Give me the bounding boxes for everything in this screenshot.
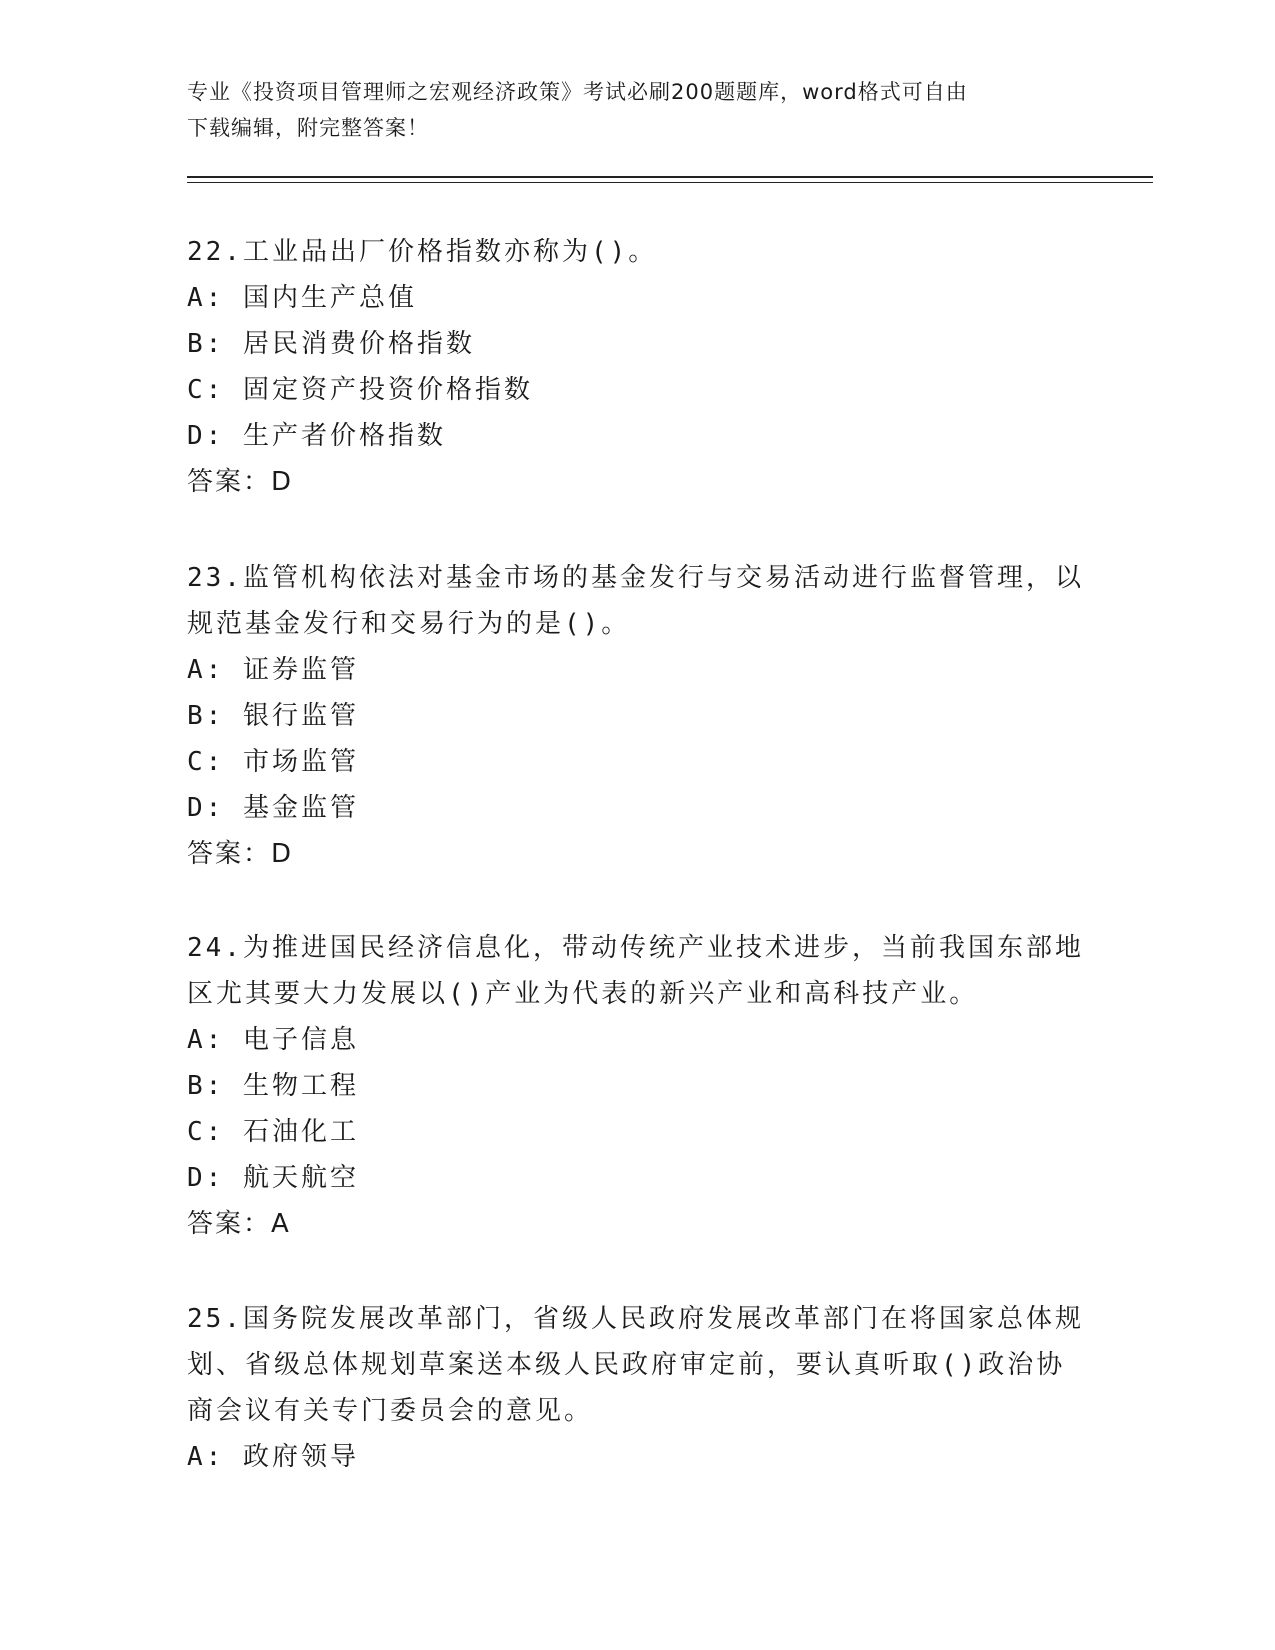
- option-c: C: 石油化工: [187, 1117, 359, 1147]
- question-stem-line: 商会议有关专门委员会的意见。: [187, 1396, 594, 1426]
- header-line-1: 专业《投资项目管理师之宏观经济政策》考试必刷200题题库，word格式可自由: [187, 80, 968, 104]
- question-stem-line: 25.国务院发展改革部门，省级人民政府发展改革部门在将国家总体规: [187, 1304, 1084, 1334]
- question-22: [187, 229, 1087, 505]
- header-divider-thin: [187, 182, 1153, 183]
- option-a: A: 电子信息: [187, 1025, 359, 1055]
- option-c: C: 固定资产投资价格指数: [187, 375, 533, 405]
- question-stem-line: 区尤其要大力发展以()产业为代表的新兴产业和高科技产业。: [187, 979, 979, 1009]
- option-a: A: 政府领导: [187, 1442, 359, 1472]
- question-stem-line: 划、省级总体规划草案送本级人民政府审定前，要认真听取()政治协: [187, 1350, 1066, 1380]
- header-line-2: 下载编辑，附完整答案！: [187, 116, 429, 140]
- option-b: B: 银行监管: [187, 701, 359, 731]
- answer: 答案：D: [187, 839, 294, 869]
- question-stem-line: 24.为推进国民经济信息化，带动传统产业技术进步，当前我国东部地: [187, 933, 1084, 963]
- option-b: B: 生物工程: [187, 1071, 359, 1101]
- answer: 答案：D: [187, 467, 294, 497]
- answer: 答案：A: [187, 1209, 291, 1239]
- option-d: D: 生产者价格指数: [187, 421, 446, 451]
- option-a: A: 国内生产总值: [187, 283, 417, 313]
- option-d: D: 基金监管: [187, 793, 359, 823]
- question-stem-line: 规范基金发行和交易行为的是()。: [187, 609, 631, 639]
- header-divider-thick: [187, 176, 1153, 178]
- question-23: [187, 555, 1087, 877]
- document-header: [187, 74, 1087, 146]
- option-b: B: 居民消费价格指数: [187, 329, 475, 359]
- question-24: [187, 925, 1087, 1247]
- question-stem-line: 23.监管机构依法对基金市场的基金发行与交易活动进行监督管理，以: [187, 563, 1084, 593]
- question-stem-line: 22.工业品出厂价格指数亦称为()。: [187, 237, 658, 267]
- option-a: A: 证券监管: [187, 655, 359, 685]
- option-c: C: 市场监管: [187, 747, 359, 777]
- option-d: D: 航天航空: [187, 1163, 359, 1193]
- question-25: [187, 1296, 1087, 1480]
